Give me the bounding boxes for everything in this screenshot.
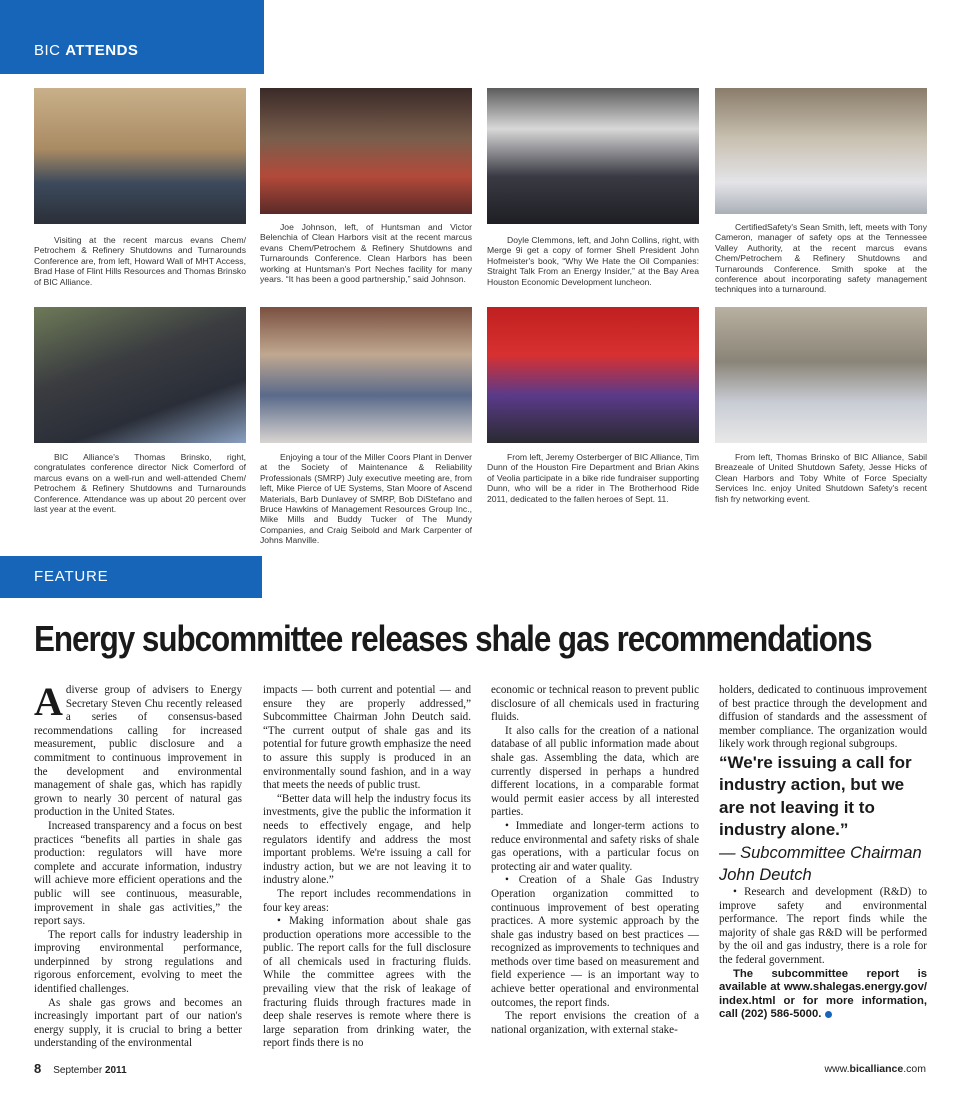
photo-1 bbox=[34, 88, 246, 224]
section-banner-bic-attends bbox=[0, 0, 264, 74]
pull-quote: “We're issuing a call for industry action, but we are not leaving it to industry alone.” bbox=[719, 752, 912, 840]
article-paragraph: Increased transparency and a focus on best practices “benefits all parties in shale gas production: regulators will have more complete and accurate information, industry will achieve more efficient operations and the public will see continuous, measurable, improvement in shale gas activities,” the report says. bbox=[34, 819, 242, 928]
pull-quote-attribution: — Subcommittee Chairman John Deutch bbox=[719, 843, 922, 884]
page-number: 8 bbox=[34, 1061, 42, 1076]
photo-2 bbox=[260, 88, 472, 214]
photo-caption-2: Joe Johnson, left, of Huntsman and Victor Belenchia of Clean Harbors visit at the recent marcus evans Chem/Petrochem & Refinery Shutdowns and Turnarounds Conference. Clean Harbors has been working at Huntsman's Port Neches facility for many years. “It has been a good partnership,” said Johnson. bbox=[260, 222, 472, 285]
article-paragraph: • Making information about shale gas production operations more accessible to the public. The report calls for the full disclosure of all chemicals used in fracturing fluids. While the committee agrees with the prevailing view that the risk of leakage of fracturing fluids through fractures made in deep shale reserves is remote where there is large separation from drinking water, the report finds there is no bbox=[263, 915, 471, 1050]
photo-6 bbox=[260, 307, 472, 443]
section-banner-feature bbox=[0, 556, 262, 598]
article-closing-info: The subcommittee report is available at www.shalegas.energy.gov/ index.html or for more information, call (202) 586-5000. bbox=[719, 967, 927, 1021]
drop-cap: A bbox=[34, 679, 63, 724]
photo-3 bbox=[487, 88, 699, 224]
photo-caption-5: BIC Alliance's Thomas Brinsko, right, congratulates conference director Nick Comerford of marcus evans on a well-run and well-attended Chem/ Petrochem & Refinery Shutdowns and Turnarounds Conference. Attendance was up about 20 percent over last year at the event. bbox=[34, 452, 246, 515]
photo-7 bbox=[487, 307, 699, 443]
article-paragraph: The report calls for industry leadership in improving environmental performance, underpinned by strong regulations and rigorous enforcement, evolving to meet the identified challenges. bbox=[34, 928, 242, 996]
article-column-1 bbox=[34, 679, 242, 1051]
article-paragraph: Adiverse group of advisers to Energy Secretary Steven Chu recently released a series of consensus-based recommendations calling for increased measurement, public disclosure and a commitment to continuous improvement in the development and environmental management of shale gas, which has rapidly grown to nearly 30 percent of natural gas production in the United States. bbox=[34, 679, 242, 819]
article-column-2 bbox=[263, 684, 471, 1051]
issue-date: September 2011 bbox=[53, 1065, 127, 1076]
section-banner-label: BIC ATTENDS bbox=[34, 42, 139, 59]
end-mark-icon bbox=[825, 1011, 832, 1018]
photo-caption-1: Visiting at the recent marcus evans Chem/ Petrochem & Refinery Shutdowns and Turnarounds Conference are, from left, Howard Wall of MHT Access, Brad Hase of Flint Hills Resources and Thomas Brinsko of BIC Alliance. bbox=[34, 235, 246, 287]
article-column-3 bbox=[491, 684, 699, 1037]
photo-4 bbox=[715, 88, 927, 214]
article-paragraph: “Better data will help the industry focus its investments, give the public the information it needs to effectively engage, and help regulators identify and address the most important problems. We're issuing a call for industry action, but we are not leaving it to industry alone.” bbox=[263, 792, 471, 887]
article-paragraph: • Creation of a Shale Gas Industry Operation organization committed to continuous improvement of best operating practices. A more systemic approach by the shale gas industry based on best practices — recognized as improvements to techniques and methods over time based on measurement and field experience — is an important way to achieve better operational and environmental outcomes, the report finds. bbox=[491, 874, 699, 1009]
photo-8 bbox=[715, 307, 927, 443]
footer-page-info bbox=[34, 1060, 127, 1078]
photo-5 bbox=[34, 307, 246, 443]
feature-label: FEATURE bbox=[34, 568, 109, 585]
article-paragraph: • Immediate and longer-term actions to reduce environmental and safety risks of shale gas operations, with a particular focus on protecting air and water quality. bbox=[491, 819, 699, 873]
article-column-4 bbox=[719, 684, 927, 1022]
article-paragraph: The report envisions the creation of a national organization, with external stake- bbox=[491, 1010, 699, 1036]
photo-caption-6: Enjoying a tour of the Miller Coors Plant in Denver at the Society of Maintenance & Reliability Professionals (SMRP) July executive meeting are, from left, Mike Pierce of UE Systems, Stan Moore of Ascend Materials, Barb Dunlavey of SMRP, Bob DiStefano and Bruce Hawkins of Management Resources Group Inc., Mike Mills and Buddy Tucker of The Mundy Companies, and Craig Seibold and Mark Carpenter of Johns Manville. bbox=[260, 452, 472, 546]
photo-caption-8: From left, Thomas Brinsko of BIC Alliance, Sabil Breazeale of United Shutdown Safety, Jesse Hicks of Clean Harbors and Toby White of Force Specialty Services Inc. enjoy United Shutdown Safety's recent fish fry networking event. bbox=[715, 452, 927, 504]
article-paragraph: economic or technical reason to prevent public disclosure of all chemicals used in fracturing fluids. bbox=[491, 684, 699, 724]
article-paragraph: As shale gas grows and becomes an increasingly important part of our nation's energy supply, it is crucial to bring a better understanding of the environmental bbox=[34, 996, 242, 1050]
article-paragraph: impacts — both current and potential — and ensure they are properly addressed,” Subcommittee Chairman John Deutch said. “The current output of shale gas and its potential for future growth emphasize the need to assure this supply is produced in an environmentally sound fashion, and in a way that meets the needs of public trust. bbox=[263, 684, 471, 792]
article-headline: Energy subcommittee releases shale gas recommendations bbox=[34, 618, 872, 659]
photo-caption-7: From left, Jeremy Osterberger of BIC Alliance, Tim Dunn of the Houston Fire Department and Brian Akins of Veolia participate in a bike ride fundraiser supporting Dunn, who will be a rider in The Brotherhood Ride 2011, dedicated to the fallen heroes of Sept. 11. bbox=[487, 452, 699, 504]
footer-website[interactable]: www.bicalliance.com bbox=[824, 1063, 926, 1075]
photo-caption-4: CertifiedSafety's Sean Smith, left, meets with Tony Cameron, manager of safety ops at the Tennessee Valley Authority, at the recent marcus evans Chem/Petrochem & Refinery Shutdowns and Turnarounds Conference. Smith spoke at the conference about incorporating safety management techniques into a turnaround. bbox=[715, 222, 927, 295]
photo-caption-3: Doyle Clemmons, left, and John Collins, right, with Merge 9i get a copy of former Shell President John Hofmeister's book, “Why We Hate the Oil Companies: Straight Talk From an Energy Insider,” at the Bay Area Houston Economic Development luncheon. bbox=[487, 235, 699, 287]
article-paragraph: holders, dedicated to continuous improvement of best practice through the development and diffusion of standards and the assessment of member compliance. The organization would likely work through regional subgroups. bbox=[719, 684, 927, 751]
article-paragraph: It also calls for the creation of a national database of all public information made about shale gas. Assembling the data, which are currently dispersed in perhaps a hundred different locations, in a comparable format would permit easier access by all interested parties. bbox=[491, 724, 699, 819]
article-paragraph: • Research and development (R&D) to improve safety and environmental performance. The report finds while the majority of shale gas R&D will be performed by the oil and gas industry, there is a role for the federal government. bbox=[719, 885, 927, 966]
article-paragraph: The report includes recommendations in four key areas: bbox=[263, 887, 471, 914]
